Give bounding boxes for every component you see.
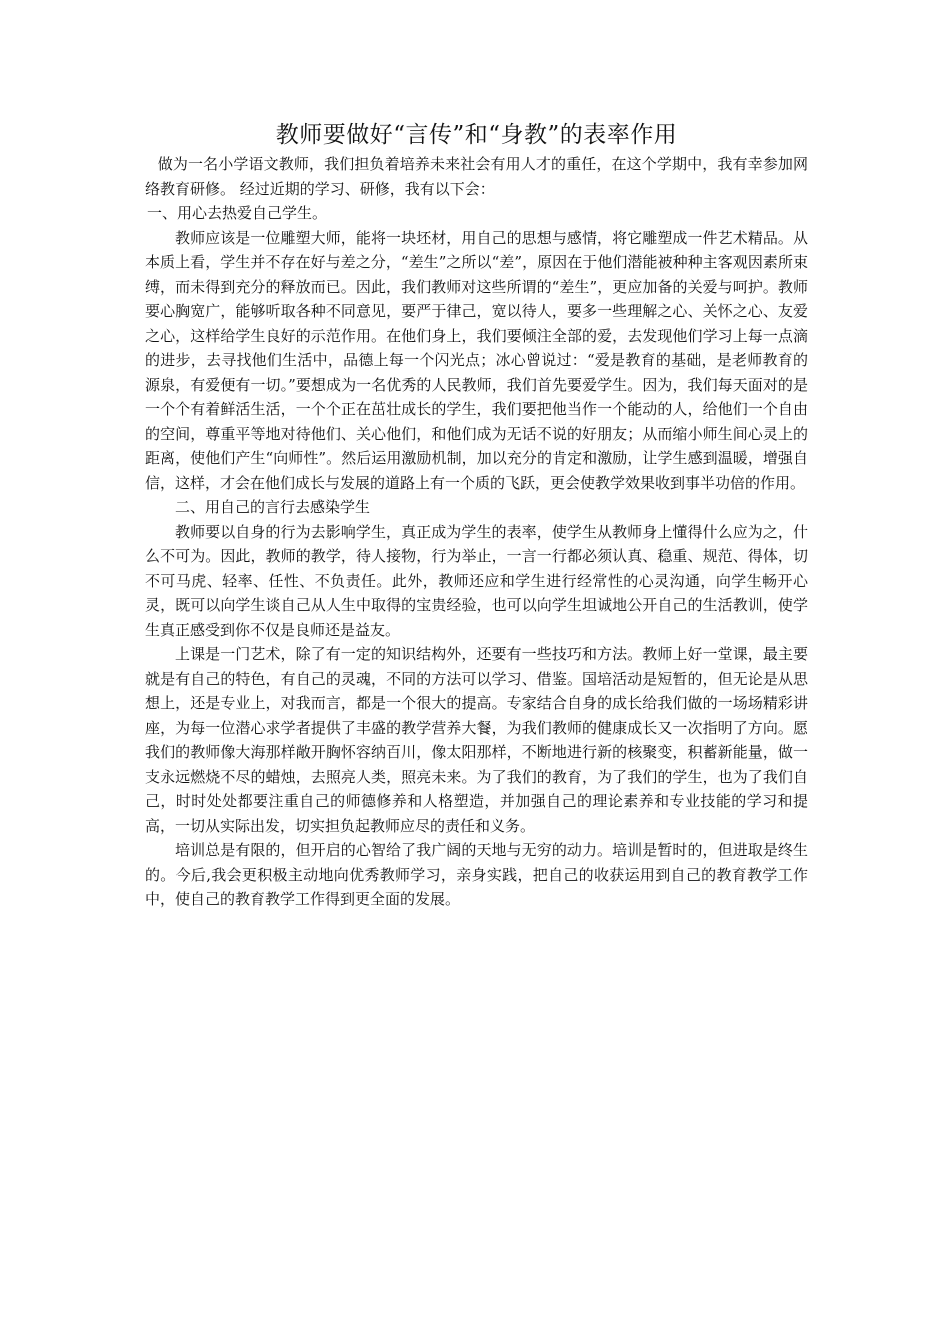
- document-title: 教师要做好“言传”和“身教”的表率作用: [275, 122, 678, 148]
- conclusion-paragraph: 培训总是有限的，但开启的心智给了我广阔的天地与无穷的动力。培训是暂时的，但进取是终生的。今后,我会更积极主动地向优秀教师学习，亲身实践，把自己的收获运用到自己的教育教学工作中，使自己的教育教学工作得到更全面的发展。: [145, 841, 808, 908]
- section-2-paragraph-1: 教师要以自身的行为去影响学生，真正成为学生的表率，使学生从教师身上懂得什么应为之，什么不可为。因此，教师的教学，待人接物，行为举止，一言一行都必须认真、稳重、规范、得体，切不可马虎、轻率、任性、不负责任。此外，教师还应和学生进行经常性的心灵沟通，向学生畅开心灵，既可以向学生谈自己从人生中取得的宝贵经验，也可以向学生坦诚地公开自己的生活教训，使学生真正感受到你不仅是良师还是益友。: [145, 522, 808, 639]
- section-1-heading: 一、用心去热爱自己学生。: [147, 204, 328, 222]
- section-2-heading: 二、用自己的言行去感染学生: [175, 498, 371, 516]
- intro-paragraph: 做为一名小学语文教师，我们担负着培养未来社会有用人才的重任，在这个学期中，我有幸参加网络教育研修。 经过近期的学习、研修，我有以下会：: [145, 155, 808, 198]
- document-page: [145, 118, 808, 912]
- section-1-paragraph: 教师应该是一位雕塑大师，能将一块坯材，用自己的思想与感情，将它雕塑成一件艺术精品。从本质上看，学生并不存在好与差之分，“差生”之所以“差”，原因在于他们潜能被种种主客观因素所束缚，而未得到充分的释放而已。因此，我们教师对这些所谓的“差生”，更应加备的关爱与呵护。教师要心胸宽广，能够听取各种不同意见，要严于律己，宽以待人，要多一些理解之心、关怀之心、友爱之心，这样给学生良好的示范作用。在他们身上，我们要倾注全部的爱，去发现他们学习上每一点滴的进步，去寻找他们生活中，品德上每一个闪光点；冰心曾说过：“爱是教育的基础，是老师教育的源泉，有爱便有一切。”要想成为一名优秀的人民教师，我们首先要爱学生。因为，我们每天面对的是一个个有着鲜活生活，一个个正在茁壮成长的学生，我们要把他当作一个能动的人，给他们一个自由的空间，尊重平等地对待他们、关心他们，和他们成为无话不说的好朋友；从而缩小师生间心灵上的距离，使他们产生“向师性”。然后运用激励机制，加以充分的肯定和激励，让学生感到温暖，增强自信，这样，才会在他们成长与发展的道路上有一个质的飞跃，更会使教学效果收到事半功倍的作用。: [145, 228, 808, 492]
- section-2-paragraph-2: 上课是一门艺术，除了有一定的知识结构外，还要有一些技巧和方法。教师上好一堂课，最主要就是有自己的特色，有自己的灵魂，不同的方法可以学习、借鉴。国培活动是短暂的，但无论是从思想上，还是专业上，对我而言，都是一个很大的提高。专家结合自身的成长给我们做的一场场精彩讲座，为每一位潜心求学者提供了丰盛的教学营养大餐，为我们教师的健康成长又一次指明了方向。愿我们的教师像大海那样敞开胸怀容纳百川，像太阳那样，不断地进行新的核聚变，积蓄新能量，做一支永远燃烧不尽的蜡烛，去照亮人类，照亮未来。为了我们的教育，为了我们的学生，也为了我们自己，时时处处都要注重自己的师德修养和人格塑造，并加强自己的理论素养和专业技能的学习和提高，一切从实际出发，切实担负起教师应尽的责任和义务。: [145, 645, 808, 835]
